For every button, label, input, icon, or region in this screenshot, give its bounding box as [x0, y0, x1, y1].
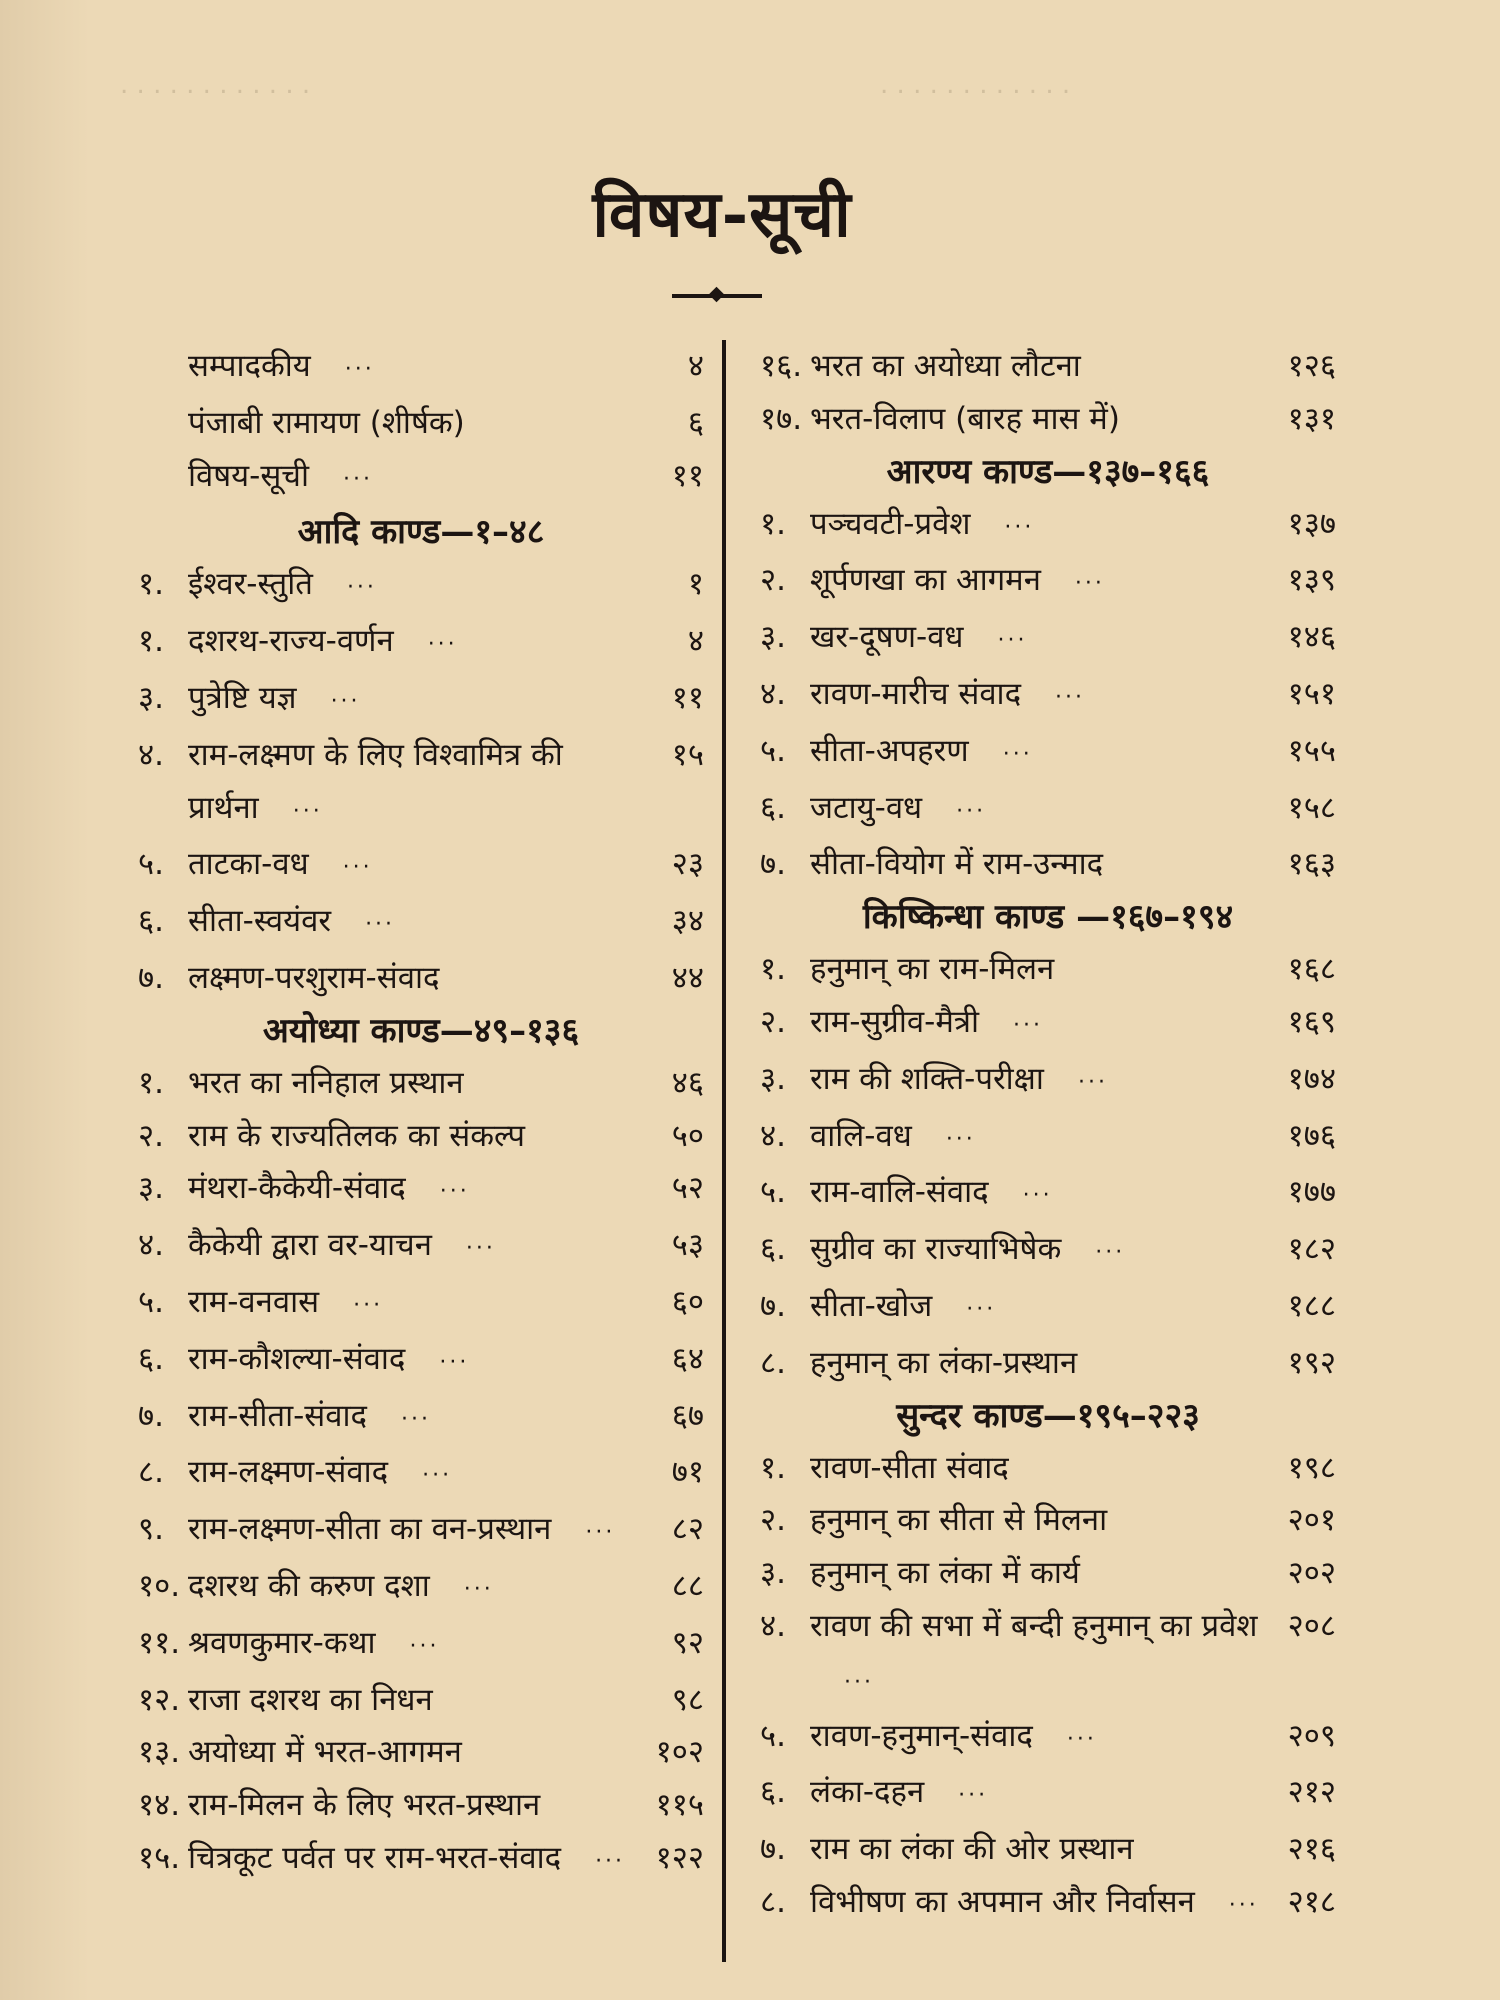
dot-leader: ···	[427, 632, 458, 658]
dot-leader: ···	[292, 798, 323, 824]
entry-number: १२.	[138, 1681, 181, 1718]
dot-leader: ···	[422, 1463, 453, 1489]
entry-page-number: ४६	[671, 1064, 704, 1101]
entry-title: श्रवणकुमार-कथा	[188, 1624, 376, 1661]
entry-title: रावण-सीता संवाद	[810, 1449, 1009, 1486]
toc-entry	[138, 1276, 704, 1333]
entry-page-number: १६३	[1287, 846, 1336, 883]
entry-title: सीता-वियोग में राम-उन्माद	[810, 846, 1104, 883]
dot-leader: ···	[1077, 1069, 1108, 1095]
entry-title: राम का लंका की ओर प्रस्थान	[810, 1831, 1134, 1868]
entry-title: राम-वनवास	[188, 1283, 320, 1320]
toc-entry	[138, 615, 704, 672]
entry-title: पंजाबी रामायण (शीर्षक)	[188, 404, 465, 441]
dot-leader: ···	[439, 1349, 470, 1375]
entry-number: ६.	[760, 1231, 786, 1268]
dot-leader: ···	[1013, 1012, 1043, 1038]
toc-entry	[760, 611, 1336, 668]
entry-title: राम-सुग्रीव-मैत्री	[810, 1003, 980, 1040]
entry-title: हनुमान् का लंका में कार्य	[810, 1555, 1080, 1592]
entry-number: १.	[138, 566, 164, 603]
bleed-through-text: . . . . . . . . . . . .	[120, 70, 311, 100]
toc-entry	[138, 1333, 704, 1390]
dot-leader: ···	[844, 1669, 874, 1695]
toc-entry	[138, 1219, 704, 1276]
toc-entry	[760, 1280, 1336, 1337]
dot-leader: ···	[465, 1236, 496, 1262]
entry-number: ५.	[760, 1174, 786, 1211]
entry-title: राजा दशरथ का निधन	[188, 1681, 433, 1718]
entry-title: रावण-मारीच संवाद	[810, 675, 1022, 712]
entry-number: २.	[760, 1003, 786, 1040]
toc-entry	[760, 1337, 1336, 1390]
entry-number: १४.	[138, 1787, 181, 1824]
entry-title: राम-कौशल्या-संवाद	[188, 1340, 406, 1377]
entry-title: कैकेयी द्वारा वर-याचन	[188, 1227, 432, 1264]
entry-page-number: १२२	[655, 1839, 704, 1876]
toc-entry	[138, 895, 704, 952]
toc-entry	[760, 1166, 1336, 1223]
entry-page-number: ७१	[671, 1454, 704, 1491]
entry-number: १०.	[138, 1567, 181, 1604]
page-title: विषय-सूची	[592, 177, 852, 252]
entry-page-number: २३	[671, 846, 704, 883]
dot-leader: ···	[353, 1292, 384, 1318]
entry-number: ४.	[760, 675, 786, 712]
entry-page-number: ४	[687, 348, 704, 384]
entry-number: ४.	[138, 736, 164, 773]
entry-number: १.	[760, 1449, 786, 1486]
toc-entry	[138, 1674, 704, 1727]
dot-leader: ···	[1004, 514, 1035, 540]
entry-title: दशरथ-राज्य-वर्णन	[188, 623, 394, 660]
entry-page-number: ५३	[671, 1227, 704, 1264]
entry-page-number: १	[687, 566, 704, 603]
dot-leader: ···	[958, 1783, 989, 1809]
entry-title: सुग्रीव का राज्याभिषेक	[810, 1231, 1062, 1268]
entry-title: भरत का ननिहाल प्रस्थान	[188, 1064, 464, 1101]
entry-page-number: १४६	[1287, 619, 1336, 656]
entry-number: ५.	[138, 846, 164, 883]
entry-number: ८.	[760, 1344, 786, 1381]
toc-entry	[760, 838, 1336, 891]
entry-title: लक्ष्मण-परशुराम-संवाद	[188, 959, 440, 996]
dot-leader: ···	[439, 1179, 470, 1205]
entry-title: मंथरा-कैकेयी-संवाद	[188, 1170, 406, 1207]
toc-entry	[138, 340, 704, 397]
bleed-through-text: . . . . . . . . . . . .	[880, 70, 1071, 100]
dot-leader: ···	[330, 688, 361, 714]
entry-page-number: ९८	[671, 1681, 704, 1718]
toc-entry	[138, 838, 704, 895]
entry-page-number: ५२	[671, 1170, 704, 1207]
entry-title: ईश्वर-स्तुति	[188, 566, 313, 603]
toc-entry	[760, 1823, 1336, 1876]
entry-title: हनुमान् का लंका-प्रस्थान	[810, 1344, 1078, 1381]
toc-entry	[138, 1110, 704, 1163]
section-heading: आदि काण्ड—१–४८	[297, 512, 545, 553]
entry-title: दशरथ की करुण दशा	[188, 1567, 430, 1604]
entry-title: विषय-सूची	[188, 457, 310, 494]
entry-number: १६.	[760, 348, 803, 384]
entry-title: भरत-विलाप (बारह मास में)	[810, 400, 1120, 437]
dot-leader: ···	[344, 357, 375, 382]
entry-number: ५.	[760, 1717, 786, 1754]
entry-page-number: ९२	[671, 1624, 704, 1661]
entry-page-number: १७४	[1287, 1060, 1336, 1097]
toc-entry	[138, 729, 704, 839]
toc-entry	[138, 1560, 704, 1617]
entry-title: राम-वालि-संवाद	[810, 1174, 989, 1211]
section-heading: किष्किन्धा काण्ड —१६७–१९४	[862, 897, 1234, 938]
dot-leader: ···	[1074, 571, 1105, 597]
entry-page-number: १९८	[1287, 1449, 1336, 1486]
title-ornament	[672, 294, 762, 298]
toc-entry	[760, 554, 1336, 611]
toc-entry	[138, 1446, 704, 1503]
dot-leader: ···	[966, 1296, 997, 1322]
entry-title: शूर्पणखा का आगमन	[810, 562, 1041, 599]
toc-entry	[760, 725, 1336, 782]
entry-page-number: ११	[671, 679, 704, 716]
entry-page-number: ८८	[671, 1567, 704, 1604]
entry-title: विभीषण का अपमान और निर्वासन	[810, 1883, 1195, 1920]
toc-entry	[760, 668, 1336, 725]
entry-number: ११.	[138, 1624, 181, 1661]
entry-page-number: १३१	[1287, 400, 1336, 437]
entry-page-number: ६	[687, 404, 704, 441]
entry-number: ७.	[760, 1287, 786, 1324]
entry-number: ४.	[760, 1117, 786, 1154]
dot-leader: ···	[463, 1576, 494, 1602]
entry-title: सीता-खोज	[810, 1287, 933, 1324]
dot-leader: ···	[343, 466, 374, 492]
toc-entry	[760, 1442, 1336, 1495]
entry-page-number: २१८	[1287, 1883, 1336, 1920]
entry-page-number: २०१	[1287, 1502, 1336, 1539]
entry-title: चित्रकूट पर्वत पर राम-भरत-संवाद	[188, 1839, 562, 1876]
page-fold-shadow	[0, 0, 90, 2000]
entry-number: १३.	[138, 1734, 181, 1771]
dot-leader: ···	[1066, 1726, 1097, 1752]
entry-title: राम-मिलन के लिए भरत-प्रस्थान	[188, 1787, 541, 1824]
entry-number: ७.	[138, 1397, 164, 1434]
toc-entry	[760, 996, 1336, 1053]
dot-leader: ···	[1228, 1892, 1259, 1918]
entry-title: राम-लक्ष्मण के लिए विश्वामित्र की प्रार्थना	[188, 736, 563, 826]
section-heading: सुन्दर काण्ड—१९५–२२३	[896, 1395, 1200, 1436]
entry-number: ६.	[760, 789, 786, 826]
entry-number: ३.	[138, 1170, 164, 1207]
entry-page-number: १५१	[1287, 675, 1336, 712]
dot-leader: ···	[595, 1848, 626, 1874]
entry-number: २.	[760, 1502, 786, 1539]
entry-page-number: १६८	[1287, 951, 1336, 988]
entry-title: सम्पादकीय	[188, 348, 311, 384]
entry-page-number: ६०	[671, 1283, 704, 1320]
entry-title: जटायु-वध	[810, 789, 923, 826]
entry-number: ३.	[760, 1060, 786, 1097]
toc-entry	[138, 558, 704, 615]
entry-title: रावण की सभा में बन्दी हनुमान् का प्रवेश	[810, 1607, 1258, 1644]
dot-leader: ···	[342, 855, 373, 881]
entry-page-number: ८२	[671, 1511, 704, 1548]
entry-title: खर-दूषण-वध	[810, 619, 964, 656]
entry-title: राम-सीता-संवाद	[188, 1397, 367, 1434]
section-heading: अयोध्या काण्ड—४९–१३६	[262, 1010, 580, 1051]
entry-number: ६.	[138, 903, 164, 940]
entry-title: राम-लक्ष्मण-सीता का वन-प्रस्थान	[188, 1511, 552, 1548]
entry-number: ८.	[760, 1883, 786, 1920]
entry-page-number: २१२	[1287, 1774, 1336, 1811]
toc-entry	[760, 943, 1336, 996]
entry-number: १७.	[760, 400, 803, 437]
toc-entry	[138, 450, 704, 507]
entry-title: भरत का अयोध्या लौटना	[810, 348, 1081, 384]
entry-number: ५.	[760, 732, 786, 769]
dot-leader: ···	[585, 1520, 616, 1546]
entry-page-number: ६७	[671, 1397, 704, 1434]
entry-page-number: १५८	[1287, 789, 1336, 826]
dot-leader: ···	[1002, 741, 1033, 767]
dot-leader: ···	[365, 912, 396, 938]
entry-page-number: २०८	[1287, 1607, 1336, 1644]
entry-number: ७.	[138, 959, 164, 996]
entry-page-number: ११	[671, 457, 704, 494]
entry-title: वालि-वध	[810, 1117, 912, 1154]
entry-page-number: १५५	[1287, 732, 1336, 769]
dot-leader: ···	[1022, 1183, 1053, 1209]
toc-entry	[138, 1057, 704, 1110]
left-column	[138, 340, 704, 1889]
section-heading: आरण्य काण्ड—१३७–१६६	[886, 451, 1210, 492]
toc-entry	[760, 340, 1336, 393]
entry-number: ३.	[760, 1555, 786, 1592]
entry-page-number: ४४	[671, 959, 704, 996]
entry-title: हनुमान् का राम-मिलन	[810, 951, 1055, 988]
entry-page-number: १६९	[1287, 1003, 1336, 1040]
toc-entry	[138, 1390, 704, 1447]
entry-number: ६.	[138, 1340, 164, 1377]
dot-leader: ···	[400, 1406, 431, 1432]
toc-entry	[760, 1766, 1336, 1823]
toc-entry	[760, 393, 1336, 446]
toc-entry	[760, 782, 1336, 839]
entry-title: ताटका-वध	[188, 846, 309, 883]
entry-title: पुत्रेष्टि यज्ञ	[188, 679, 297, 716]
entry-title: सीता-अपहरण	[810, 732, 969, 769]
entry-page-number: २१६	[1287, 1831, 1336, 1868]
toc-entry	[138, 1503, 704, 1560]
entry-page-number: १७६	[1287, 1117, 1336, 1154]
entry-page-number: ११५	[655, 1787, 704, 1824]
entry-title: हनुमान् का सीता से मिलना	[810, 1502, 1108, 1539]
entry-title: राम की शक्ति-परीक्षा	[810, 1060, 1044, 1097]
toc-entry	[760, 1547, 1336, 1600]
dot-leader: ···	[945, 1126, 976, 1152]
entry-number: ४.	[138, 1227, 164, 1264]
toc-entry	[138, 1779, 704, 1832]
entry-number: ९.	[138, 1511, 164, 1548]
entry-number: ६.	[760, 1774, 786, 1811]
entry-page-number: १८८	[1287, 1287, 1336, 1324]
entry-number: १.	[760, 951, 786, 988]
entry-page-number: १७७	[1287, 1174, 1336, 1211]
entry-number: १.	[138, 623, 164, 660]
toc-entry	[138, 1162, 704, 1219]
toc-entry	[138, 672, 704, 729]
toc-entry	[760, 1494, 1336, 1547]
entry-number: २.	[760, 562, 786, 599]
entry-title: पञ्चवटी-प्रवेश	[810, 505, 971, 542]
column-divider	[722, 340, 726, 1962]
toc-entry	[760, 1110, 1336, 1167]
entry-page-number: २०२	[1287, 1555, 1336, 1592]
dot-leader: ···	[346, 575, 377, 601]
entry-page-number: १८२	[1287, 1231, 1336, 1268]
toc-entry	[760, 1710, 1336, 1767]
entry-page-number: १०२	[655, 1734, 704, 1771]
toc-entry	[138, 952, 704, 1005]
entry-number: ३.	[138, 679, 164, 716]
entry-page-number: १३९	[1287, 562, 1336, 599]
entry-title: राम-लक्ष्मण-संवाद	[188, 1454, 389, 1491]
toc-entry	[760, 1876, 1336, 1933]
entry-title: सीता-स्वयंवर	[188, 903, 332, 940]
entry-page-number: २०९	[1287, 1717, 1336, 1754]
entry-number: ८.	[138, 1454, 164, 1491]
dot-leader: ···	[956, 798, 987, 824]
entry-number: ७.	[760, 846, 786, 883]
entry-page-number: १३७	[1287, 505, 1336, 542]
dot-leader: ···	[1055, 684, 1086, 710]
right-column	[760, 340, 1336, 1933]
toc-entry	[760, 1223, 1336, 1280]
entry-number: १.	[760, 505, 786, 542]
entry-page-number: ४	[687, 623, 704, 660]
entry-page-number: १२६	[1287, 348, 1336, 384]
entry-page-number: ३४	[671, 903, 704, 940]
entry-number: ४.	[760, 1607, 786, 1644]
entry-page-number: १५	[671, 736, 704, 773]
entry-number: २.	[138, 1117, 164, 1154]
entry-title: अयोध्या में भरत-आगमन	[188, 1734, 462, 1771]
toc-entry	[138, 1726, 704, 1779]
dot-leader: ···	[997, 628, 1028, 654]
entry-number: १.	[138, 1064, 164, 1101]
entry-number: ७.	[760, 1831, 786, 1868]
entry-title: राम के राज्यतिलक का संकल्प	[188, 1117, 525, 1154]
toc-entry	[760, 1600, 1336, 1710]
toc-entry	[138, 1832, 704, 1889]
toc-entry	[138, 1617, 704, 1674]
toc-entry	[760, 498, 1336, 555]
toc-entry	[760, 1053, 1336, 1110]
entry-number: ५.	[138, 1283, 164, 1320]
entry-page-number: १९२	[1287, 1344, 1336, 1381]
toc-entry	[138, 397, 704, 450]
entry-number: १५.	[138, 1839, 181, 1876]
entry-page-number: ५०	[671, 1117, 704, 1154]
entry-number: ३.	[760, 619, 786, 656]
dot-leader: ···	[1095, 1240, 1126, 1266]
dot-leader: ···	[409, 1633, 440, 1659]
entry-title: लंका-दहन	[810, 1774, 925, 1811]
entry-page-number: ६४	[671, 1340, 704, 1377]
entry-title: रावण-हनुमान्-संवाद	[810, 1717, 1033, 1754]
